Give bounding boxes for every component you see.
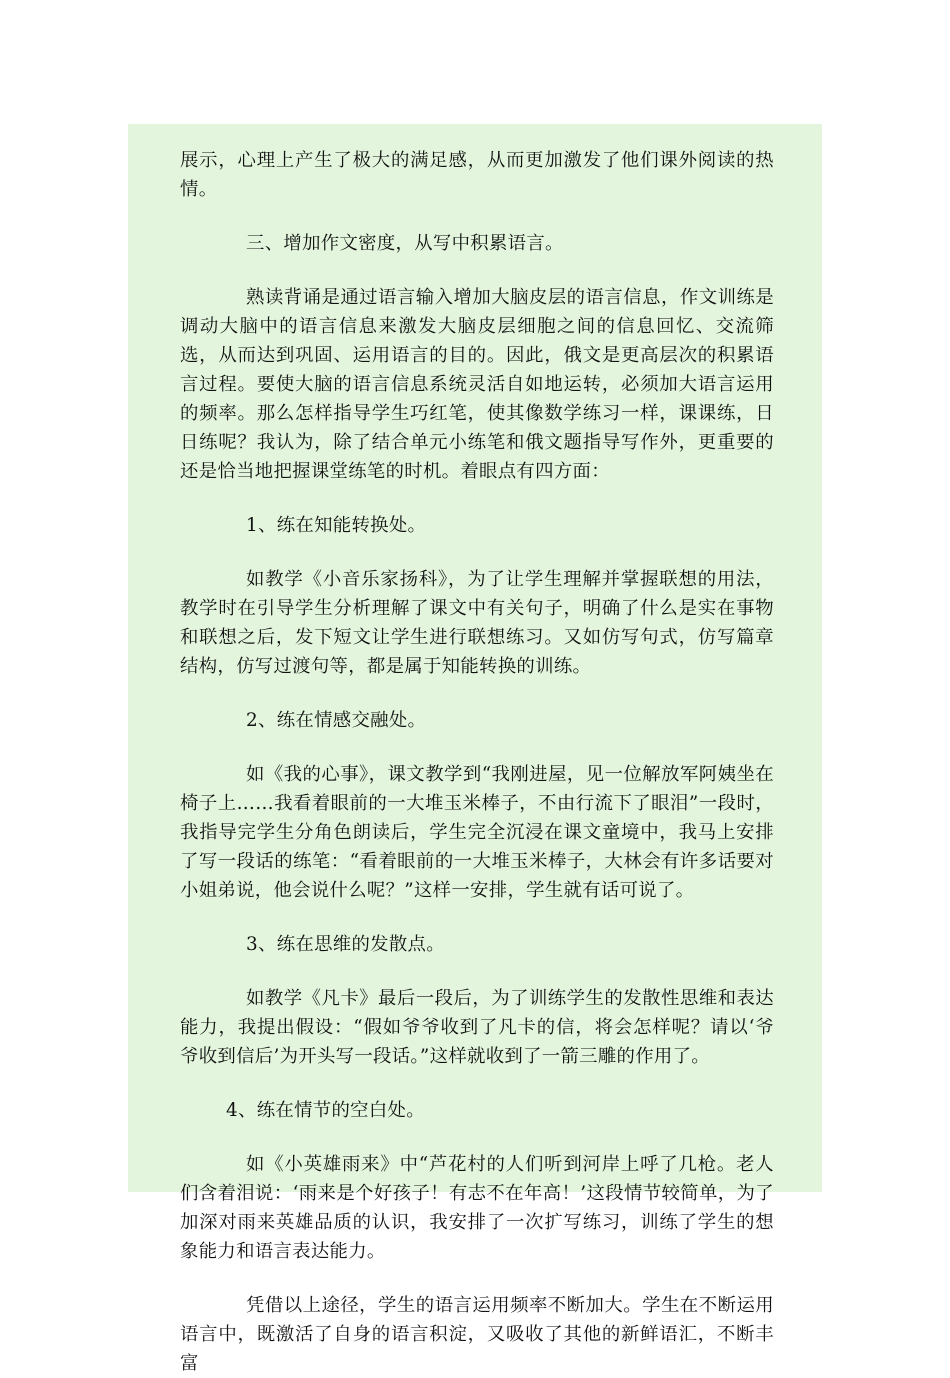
paragraph-example-4: 如《小英雄雨来》中“芦花村的人们听到河岸上呼了几枪。老人们含着泪说：‘雨来是个好孩子！有志不在年高！’这段情节较简单，为了加深对雨来英雄品质的认识，我安排了一次扩写练习，训练了学生的想象能力和语言表达能力。 (180, 1154, 774, 1262)
subheading-1: 1、练在知能转换处。 (246, 515, 427, 536)
paragraph-conclusion: 凭借以上途径，学生的语言运用频率不断加大。学生在不断运用语言中，既激活了自身的语言积淀，又吸收了其他的新鲜语汇，不断丰富 (180, 1295, 774, 1374)
paragraph-continuation: 展示，心理上产生了极大的满足感，从而更加激发了他们课外阅读的热情。 (180, 150, 774, 200)
section-heading-three: 三、增加作文密度，从写中积累语言。 (246, 233, 564, 254)
paragraph-example-3: 如教学《凡卡》最后一段后，为了训练学生的发散性思维和表达能力，我提出假设：“假如爷爷收到了凡卡的信，将会怎样呢？请以‘爷爷收到信后’为开头写一段话。”这样就收到了一箭三雕的作用了。 (180, 988, 774, 1067)
subheading-4: 4、练在情节的空白处。 (226, 1100, 425, 1121)
subheading-2: 2、练在情感交融处。 (246, 710, 427, 731)
paragraph-writing-training: 熟读背诵是通过语言输入增加大脑皮层的语言信息，作文训练是调动大脑中的语言信息来激发大脑皮层细胞之间的信息回忆、交流筛选，从而达到巩固、运用语言的目的。因此，俄文是更高层次的积累语言过程。要使大脑的语言信息系统灵活自如地运转，必须加大语言运用的频率。那么怎样指导学生巧红笔，使其像数学练习一样，课课练，日日练呢？我认为，除了结合单元小练笔和俄文题指导写作外，更重要的还是恰当地把握课堂练笔的时机。着眼点有四方面： (180, 287, 774, 482)
article-body (128, 124, 822, 1374)
paragraph-example-1: 如教学《小音乐家扬科》，为了让学生理解并掌握联想的用法，教学时在引导学生分析理解了课文中有关句子，明确了什么是实在事物和联想之后，发下短文让学生进行联想练习。又如仿写句式，仿写篇章结构，仿写过渡句等，都是属于知能转换的训练。 (180, 569, 774, 677)
subheading-3: 3、练在思维的发散点。 (246, 934, 445, 955)
paragraph-example-2: 如《我的心事》，课文教学到“我刚进屋，见一位解放军阿姨坐在椅子上……我看着眼前的一大堆玉米棒子，不由行流下了眼泪”一段时，我指导完学生分角色朗读后，学生完全沉浸在课文童境中，我马上安排了写一段话的练笔：“看着眼前的一大堆玉米棒子，大林会有许多话要对小姐弟说，他会说什么呢？”这样一安排，学生就有话可说了。 (180, 764, 774, 901)
